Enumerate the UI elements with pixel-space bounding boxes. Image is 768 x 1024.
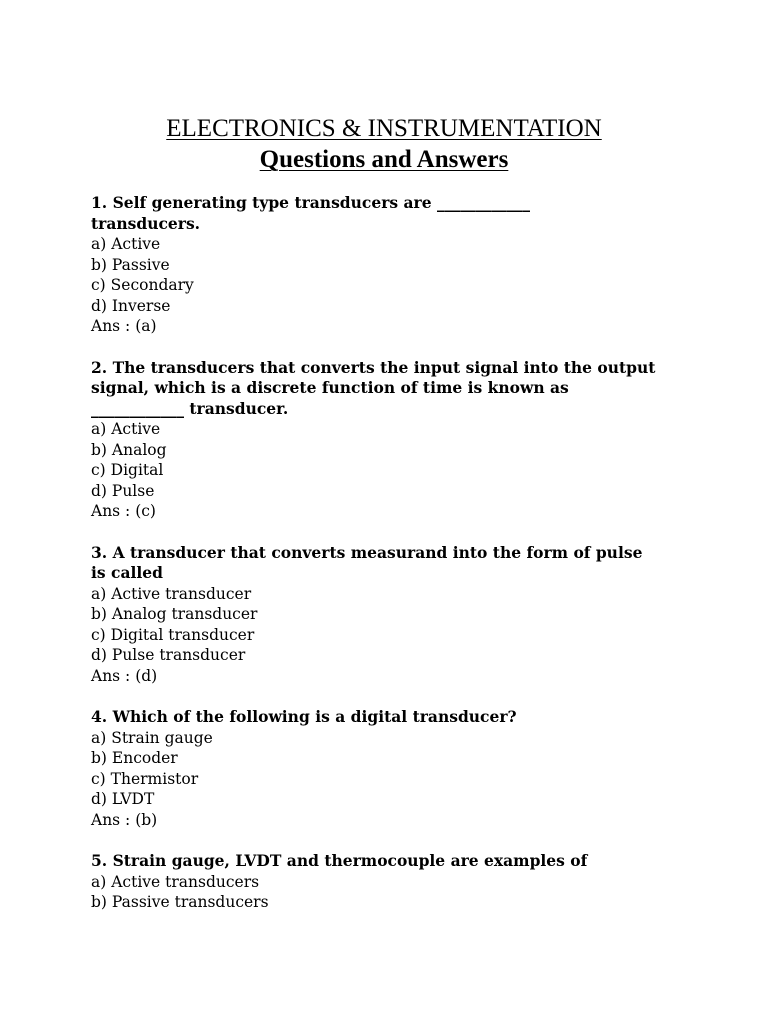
option-a: a) Active transducer xyxy=(91,584,252,603)
page-title: ELECTRONICS & INSTRUMENTATION xyxy=(166,115,602,142)
question-5 xyxy=(91,851,691,913)
answer: Ans : (b) xyxy=(91,810,158,829)
question-line: 5. Strain gauge, LVDT and thermocouple are examples of xyxy=(91,851,588,870)
option-b: b) Passive transducers xyxy=(91,893,269,911)
question-line: transducers. xyxy=(91,213,201,233)
option-c: c) Digital transducer xyxy=(91,625,255,644)
option-c: c) Secondary xyxy=(91,276,194,294)
question-line: is called xyxy=(91,563,163,582)
question-line: signal, which is a discrete function of time is known as xyxy=(91,378,569,397)
option-a: a) Active transducers xyxy=(91,872,260,891)
question-list xyxy=(91,193,691,934)
question-line: ____________ transducer. xyxy=(91,398,289,418)
question-4 xyxy=(91,707,691,830)
option-b: b) Encoder xyxy=(91,749,178,767)
question-line: 2. The transducers that converts the input signal into the output xyxy=(91,357,656,377)
option-b: b) Analog xyxy=(91,440,167,459)
option-a: a) Active xyxy=(91,235,161,253)
option-c: c) Thermistor xyxy=(91,769,199,788)
option-b: b) Passive xyxy=(91,255,170,274)
answer: Ans : (a) xyxy=(91,317,157,335)
question-text xyxy=(91,543,691,584)
option-d: d) Pulse xyxy=(91,481,155,500)
question-text xyxy=(91,193,691,234)
answer: Ans : (c) xyxy=(91,502,156,520)
option-d: d) Inverse xyxy=(91,296,171,315)
option-d: d) Pulse transducer xyxy=(91,646,246,664)
title-block xyxy=(0,113,768,176)
option-a: a) Active xyxy=(91,420,161,438)
question-text xyxy=(91,707,691,728)
question-3 xyxy=(91,543,691,687)
option-c: c) Digital xyxy=(91,461,164,479)
question-line: 1. Self generating type transducers are ____________ xyxy=(91,193,530,212)
question-2 xyxy=(91,358,691,522)
page-subtitle: Questions and Answers xyxy=(259,146,509,173)
question-line: 3. A transducer that converts measurand into the form of pulse xyxy=(91,542,643,562)
question-text xyxy=(91,851,691,872)
option-a: a) Strain gauge xyxy=(91,728,213,747)
option-b: b) Analog transducer xyxy=(91,605,258,623)
question-line: 4. Which of the following is a digital transducer? xyxy=(91,707,517,726)
question-1 xyxy=(91,193,691,337)
question-text xyxy=(91,358,691,420)
option-d: d) LVDT xyxy=(91,790,155,808)
answer: Ans : (d) xyxy=(91,666,158,685)
